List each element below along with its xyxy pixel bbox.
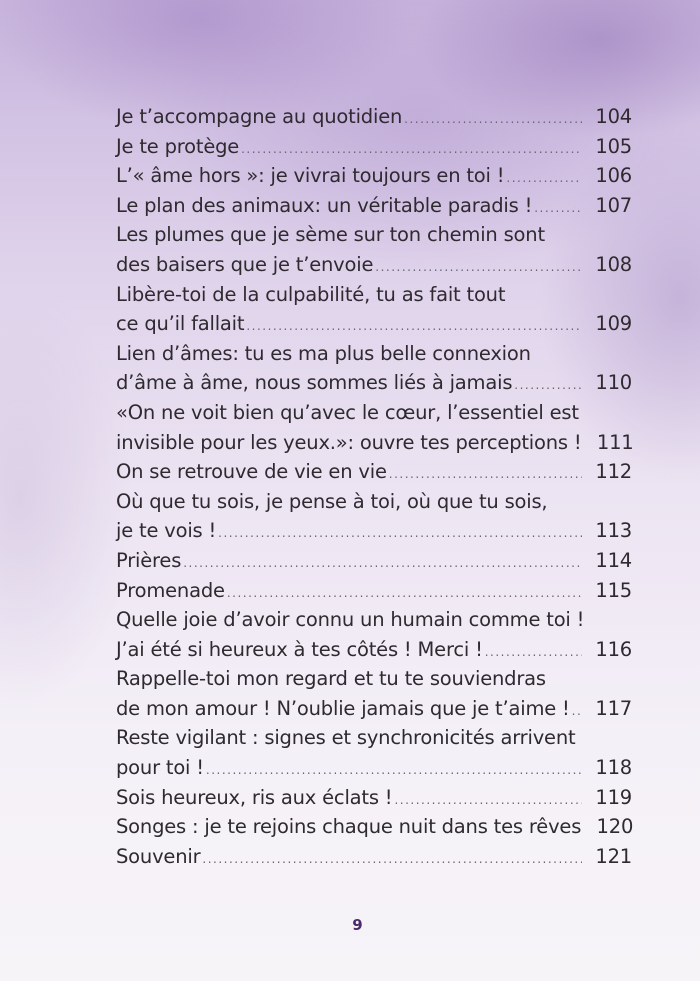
toc-entry: [116, 812, 632, 842]
toc-entry: [116, 576, 632, 606]
toc-entry-page: 110: [595, 371, 632, 395]
toc-entry-page: 111: [596, 430, 634, 454]
dot-leader: [375, 253, 582, 283]
toc-entry-title: d’âme à âme, nous sommes liés à jamais: [116, 371, 513, 395]
toc-entry: [116, 546, 632, 576]
toc-entry-title: Les plumes que je sème sur ton chemin sont: [116, 223, 545, 247]
toc-entry-page: 116: [595, 637, 632, 661]
toc-entry-title: Le plan des animaux: un véritable paradis !: [116, 193, 533, 217]
toc-entry-title: «On ne voit bien qu’avec le cœur, l’essentiel est: [116, 400, 579, 424]
dot-leader: [506, 164, 582, 194]
toc-entry-line: [116, 428, 632, 458]
dot-leader: [389, 460, 582, 490]
toc-entry-title: Reste vigilant : signes et synchronicités arrivent: [116, 726, 576, 750]
dot-leader: [534, 194, 582, 224]
toc-entry-page: 119: [595, 785, 632, 809]
dot-leader: [241, 135, 582, 165]
toc-entry: [116, 280, 632, 339]
toc-entry-line: [116, 635, 632, 665]
toc-entry-title: Prières: [116, 548, 182, 572]
toc-entry-page: 106: [595, 164, 632, 188]
toc-entry-page: 120: [596, 815, 634, 839]
toc-entry-title: Sois heureux, ris aux éclats !: [116, 785, 393, 809]
dot-leader: [514, 371, 582, 401]
toc-entry-line: [116, 546, 632, 576]
toc-entry-title: Quelle joie d’avoir connu un humain comme toi !: [116, 608, 585, 632]
toc-entry-page: 108: [595, 252, 632, 276]
toc-entry-title: Rappelle-toi mon regard et tu te souviendras: [116, 667, 546, 691]
toc-entry-title: Songes : je te rejoins chaque nuit dans tes rêves: [116, 815, 582, 839]
toc-entry-title: Lien d’âmes: tu es ma plus belle connexion: [116, 341, 531, 365]
toc-entry-line: [116, 280, 632, 310]
toc-entry: [116, 487, 632, 546]
toc-entry: [116, 339, 632, 398]
toc-entry: [116, 161, 632, 191]
toc-entry-title: invisible pour les yeux.»: ouvre tes perceptions !: [116, 430, 582, 454]
toc-entry: [116, 723, 632, 782]
toc-entry-line: [116, 664, 632, 694]
toc-entry-title: L’« âme hors »: je vivrai toujours en toi !: [116, 164, 505, 188]
toc-entry-title: Libère-toi de la culpabilité, tu as fait tout: [116, 282, 506, 306]
toc-entry: [116, 398, 632, 457]
toc-entry: [116, 783, 632, 813]
toc-entry: [116, 605, 632, 664]
toc-entry: [116, 191, 632, 221]
dot-leader: [227, 579, 582, 609]
toc-entry-line: [116, 191, 632, 221]
toc-entry: [116, 664, 632, 723]
toc-entry-line: [116, 516, 632, 546]
toc-entry-page: 113: [595, 519, 632, 543]
dot-leader: [394, 786, 582, 816]
toc-entry-page: 112: [595, 460, 632, 484]
dot-leader: [183, 549, 582, 579]
toc-entry-title: On se retrouve de vie en vie: [116, 460, 387, 484]
toc-entry: [116, 132, 632, 162]
toc-entry-line: [116, 161, 632, 191]
toc-entry-page: 109: [595, 312, 632, 336]
toc-entry-line: [116, 132, 632, 162]
toc-entry-page: 104: [595, 105, 632, 128]
table-of-contents: [116, 102, 632, 871]
toc-entry-page: 121: [595, 844, 632, 868]
toc-entry-line: [116, 220, 632, 250]
toc-entry-page: 118: [595, 756, 632, 780]
toc-entry-line: [116, 694, 632, 724]
toc-entry-page: 107: [595, 193, 632, 217]
toc-entry-title: Je t’accompagne au quotidien: [116, 105, 403, 128]
dot-leader: [206, 756, 582, 786]
toc-entry-title: je te vois !: [116, 519, 217, 543]
toc-entry-page: 114: [595, 548, 632, 572]
dot-leader: [202, 845, 582, 875]
toc-entry-line: [116, 605, 632, 635]
toc-entry-title: des baisers que je t’envoie: [116, 252, 374, 276]
toc-entry-line: [116, 250, 632, 280]
page-number: 9: [352, 916, 363, 934]
toc-entry-line: [116, 783, 632, 813]
toc-entry: [116, 220, 632, 279]
toc-entry-line: [116, 368, 632, 398]
toc-entry-line: [116, 398, 632, 428]
toc-entry-page: 115: [595, 578, 632, 602]
toc-entry-title: pour toi !: [116, 756, 204, 780]
dot-leader: [572, 697, 582, 727]
toc-entry-page: 105: [595, 134, 632, 158]
toc-entry-line: [116, 576, 632, 606]
toc-entry-line: [116, 487, 632, 517]
toc-entry-line: [116, 102, 632, 132]
dot-leader: [404, 105, 582, 135]
toc-entry-title: de mon amour ! N’oublie jamais que je t’aime !: [116, 696, 570, 720]
toc-entry-line: [116, 309, 632, 339]
dot-leader: [218, 519, 582, 549]
toc-entry-line: [116, 812, 632, 842]
toc-entry-title: Souvenir: [116, 844, 201, 868]
toc-entry-title: Je te protège: [116, 134, 240, 158]
toc-entry-line: [116, 842, 632, 872]
toc-entry-page: 117: [595, 696, 632, 720]
toc-entry: [116, 842, 632, 872]
toc-entry-line: [116, 753, 632, 783]
toc-entry-title: Promenade: [116, 578, 225, 602]
dot-leader: [246, 312, 582, 342]
toc-entry-title: Où que tu sois, je pense à toi, où que tu sois,: [116, 489, 548, 513]
dot-leader: [485, 638, 582, 668]
toc-entry-line: [116, 723, 632, 753]
toc-entry: [116, 457, 632, 487]
toc-entry-title: J’ai été si heureux à tes côtés ! Merci !: [116, 637, 483, 661]
toc-entry: [116, 102, 632, 132]
toc-entry-title: ce qu’il fallait: [116, 312, 245, 336]
toc-entry-line: [116, 339, 632, 369]
toc-entry-line: [116, 457, 632, 487]
